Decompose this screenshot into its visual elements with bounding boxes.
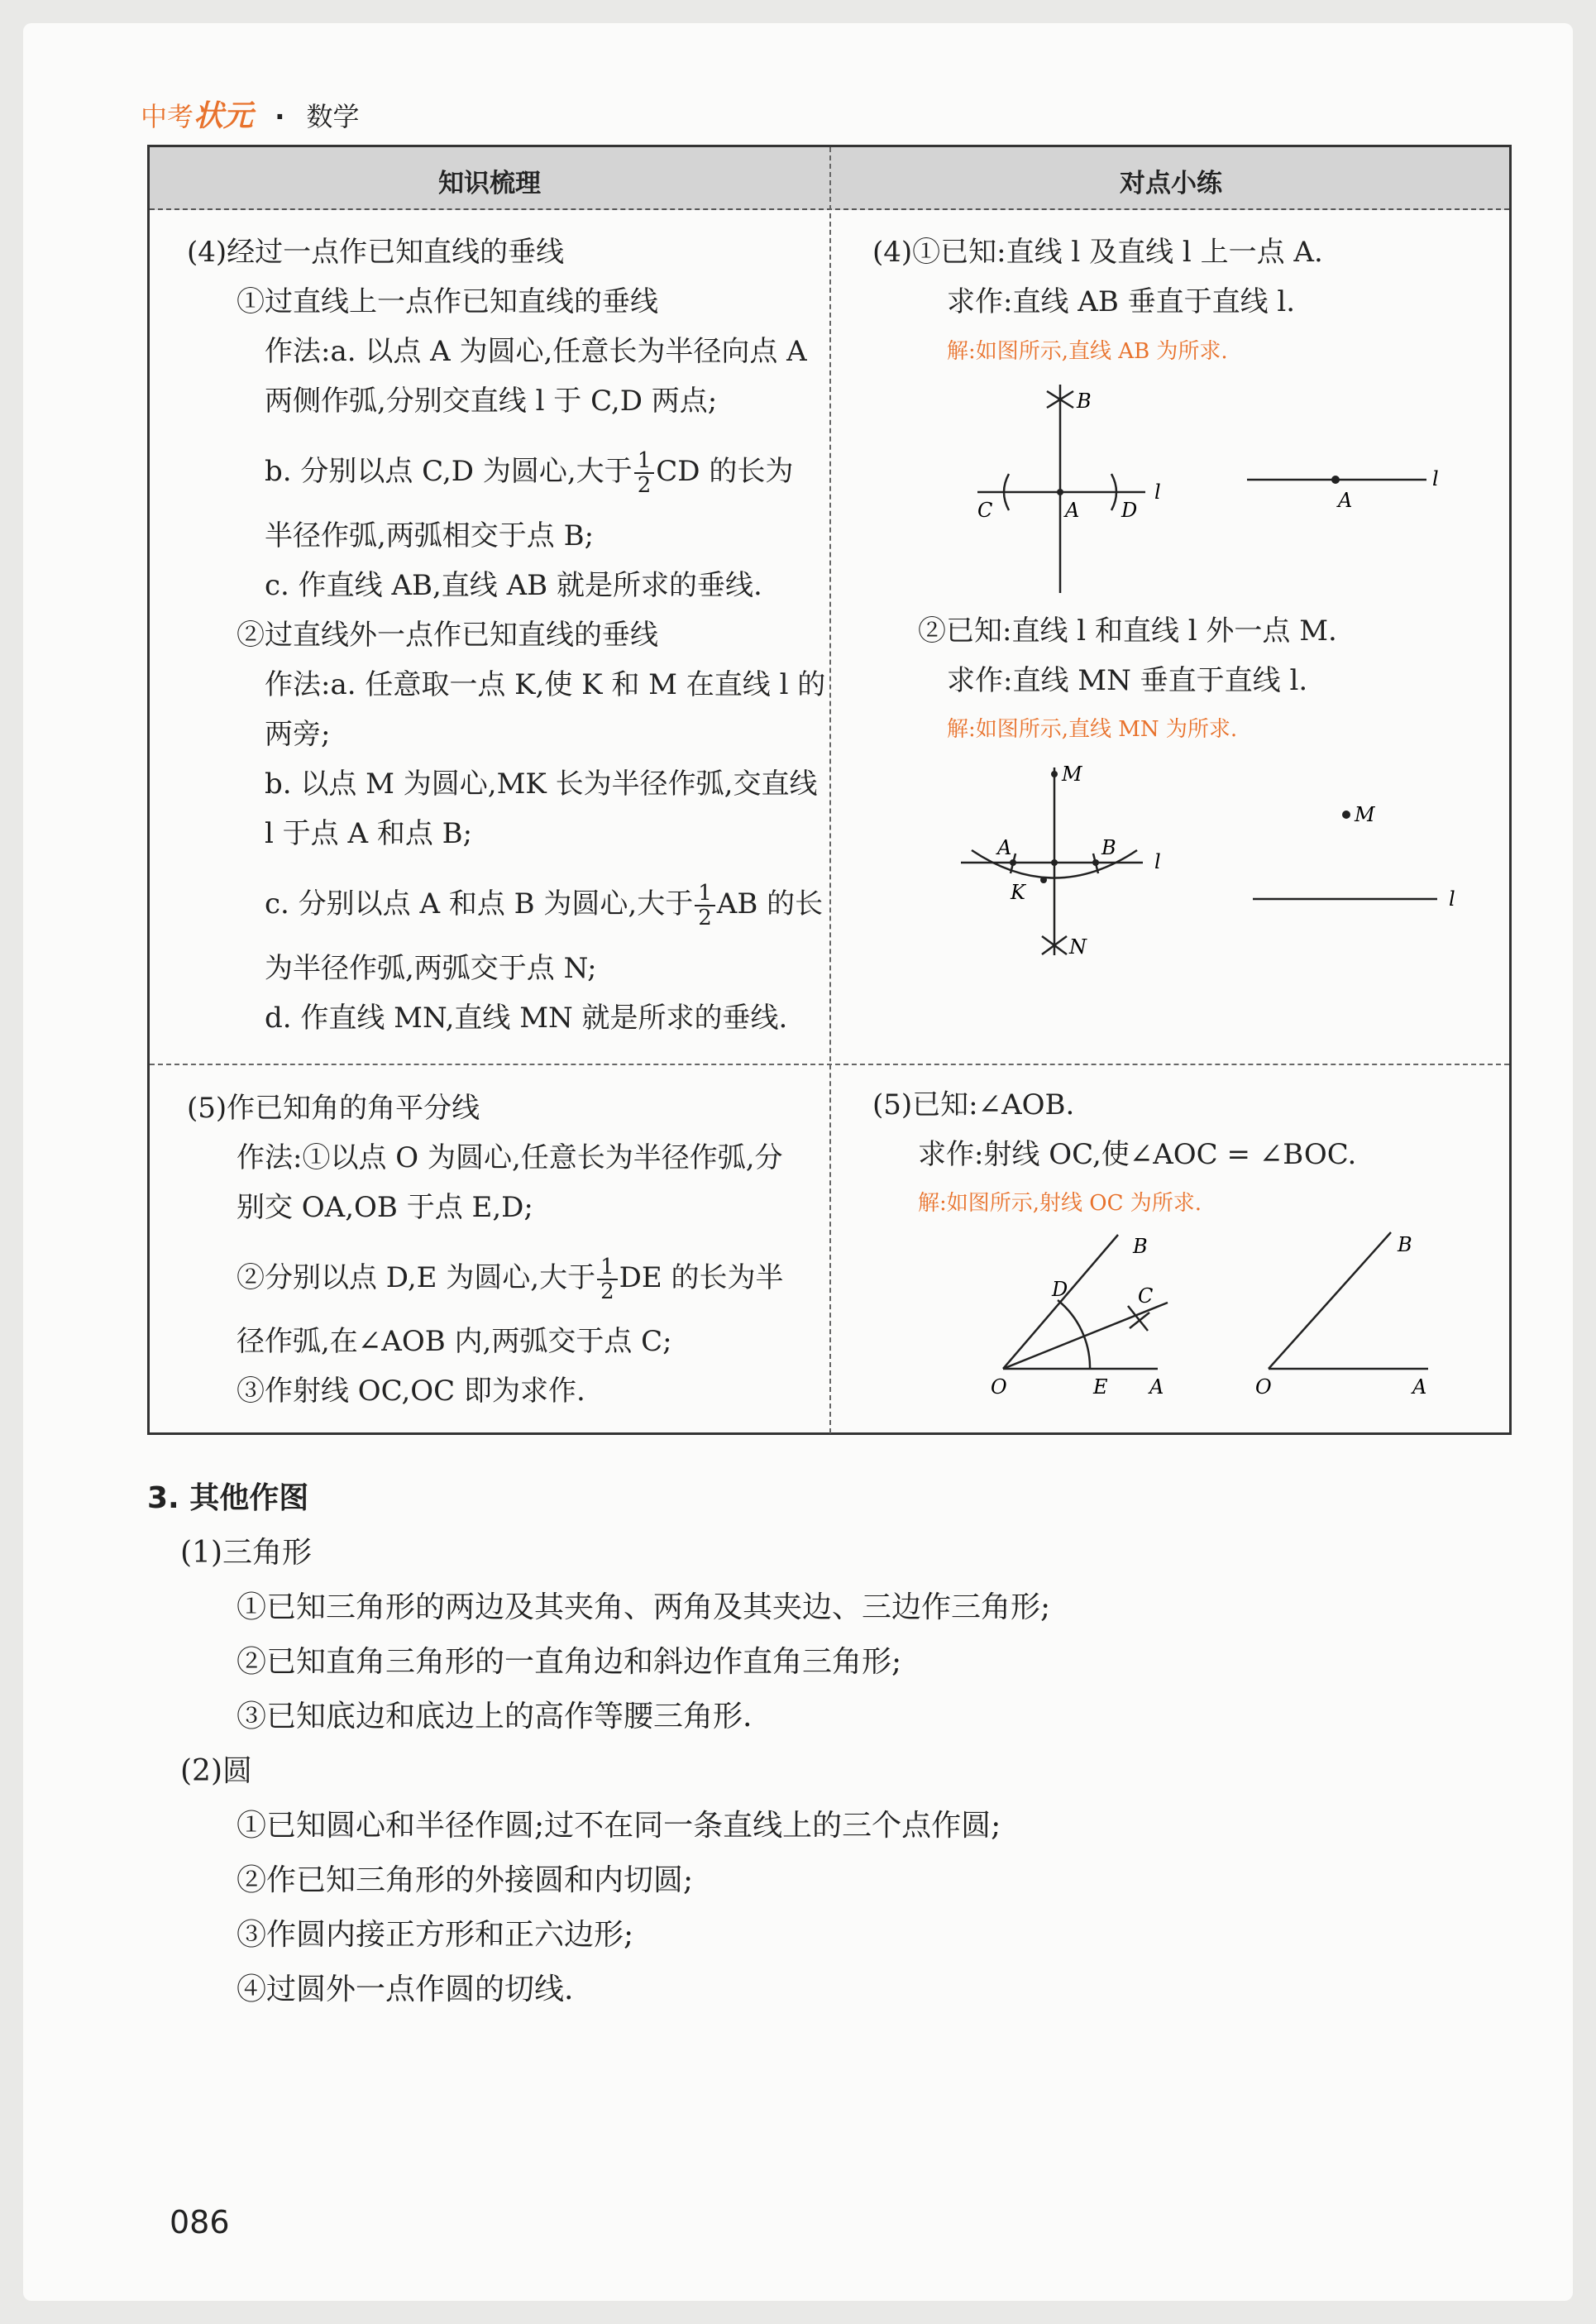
label-A: A (1149, 1375, 1164, 1399)
brand-text-2: 状元 (194, 99, 254, 133)
label-l: l (1154, 850, 1161, 873)
figure-line-point-m (1240, 790, 1472, 930)
right4-line-1: (4)①已知:直线 l 及直线 l 上一点 A. (872, 236, 1323, 269)
triangle-item-1: ①已知三角形的两边及其夹角、两角及其夹边、三边作三角形; (237, 1590, 1051, 1624)
label-E: E (1093, 1375, 1108, 1399)
left4-line-13: c. 分别以点 A 和点 B 为圆心,大于 $\frac{1}{2}$ AB 的长 (265, 881, 824, 930)
brand-text-1: 中考 (141, 101, 194, 132)
figure-perp-off-line (951, 753, 1199, 976)
circle-item-3: ③作圆内接正方形和正六边形; (237, 1918, 634, 1952)
label-A: A (997, 836, 1012, 859)
label-C: C (977, 499, 993, 522)
right5-line-1: (5)已知:∠AOB. (872, 1088, 1075, 1121)
row-divider (150, 1064, 1509, 1065)
label-D: D (1052, 1278, 1068, 1301)
figure-perp-on-line (968, 376, 1183, 600)
left4-line-5b: CD 的长为 (656, 455, 794, 488)
left4-line-7: c. 作直线 AB,直线 AB 就是所求的垂线. (265, 569, 762, 602)
figure-angle-blank (1250, 1220, 1474, 1410)
right4-answer-2: 解:如图所示,直线 MN 为所求. (947, 717, 1238, 742)
left5-line-3: 别交 OA,OB 于点 E,D; (237, 1191, 533, 1224)
figure-angle-bisector (984, 1220, 1207, 1410)
label-M: M (1355, 803, 1375, 826)
brand-separator: · (275, 101, 285, 132)
right4-line-2: 求作:直线 AB 垂直于直线 l. (947, 285, 1296, 318)
left4-line-2: ①过直线上一点作已知直线的垂线 (237, 285, 658, 318)
right5-line-2: 求作:射线 OC,使∠AOC = ∠BOC. (918, 1138, 1357, 1171)
left4-line-12: l 于点 A 和点 B; (265, 817, 473, 850)
label-O: O (991, 1375, 1007, 1399)
left4-line-1: (4)经过一点作已知直线的垂线 (187, 236, 565, 269)
label-B: B (1101, 836, 1116, 859)
left5-line-4: ②分别以点 D,E 为圆心,大于 $\frac{1}{2}$ DE 的长为半 (237, 1255, 784, 1304)
column-divider (829, 147, 831, 1433)
left4-line-8: ②过直线外一点作已知直线的垂线 (237, 619, 658, 652)
label-M: M (1062, 763, 1082, 786)
left4-line-11: b. 以点 M 为圆心,MK 长为半径作弧,交直线 (265, 767, 818, 801)
section-title: 3. 其他作图 (147, 1481, 309, 1515)
label-B: B (1133, 1235, 1148, 1258)
col-title-knowledge: 知识梳理 (438, 169, 541, 198)
left5-line-1: (5)作已知角的角平分线 (187, 1092, 480, 1125)
right4-line-3: ②已知:直线 l 和直线 l 外一点 M. (918, 614, 1337, 648)
col-title-practice: 对点小练 (1120, 169, 1222, 198)
left4-line-5 (265, 449, 793, 497)
label-l: l (1449, 887, 1455, 911)
label-A: A (1338, 489, 1353, 512)
label-C: C (1138, 1284, 1154, 1308)
right4-answer-1: 解:如图所示,直线 AB 为所求. (947, 339, 1228, 364)
triangle-item-2: ②已知直角三角形的一直角边和斜边作直角三角形; (237, 1645, 902, 1679)
triangle-item-3: ③已知底边和底边上的高作等腰三角形. (237, 1700, 753, 1733)
left4-line-14: 为半径作弧,两弧交于点 N; (265, 952, 597, 985)
subsection-circle: (2)圆 (180, 1754, 252, 1788)
label-D: D (1121, 499, 1138, 522)
left4-line-4: 两侧作弧,分别交直线 l 于 C,D 两点; (265, 385, 718, 418)
label-A: A (1412, 1375, 1427, 1399)
left4-line-5a: b. 分别以点 C,D 为圆心,大于 (265, 455, 633, 488)
left4-line-10: 两旁; (265, 718, 331, 751)
label-l: l (1432, 467, 1439, 490)
left5-line-2: 作法:①以点 O 为圆心,任意长为半径作弧,分 (237, 1141, 783, 1174)
left4-line-9: 作法:a. 任意取一点 K,使 K 和 M 在直线 l 的 (265, 668, 826, 701)
label-l: l (1154, 481, 1161, 504)
right5-answer: 解:如图所示,射线 OC 为所求. (918, 1191, 1202, 1216)
left5-line-6: ③作射线 OC,OC 即为求作. (237, 1375, 585, 1408)
left4-line-15: d. 作直线 MN,直线 MN 就是所求的垂线. (265, 1002, 788, 1035)
label-N: N (1069, 935, 1087, 959)
label-B: B (1398, 1233, 1412, 1256)
fraction-half: $\frac{1}{2}$ (597, 1255, 618, 1303)
label-O: O (1255, 1375, 1272, 1399)
label-K: K (1011, 881, 1025, 904)
label-A: A (1065, 499, 1080, 522)
fraction-half: $\frac{1}{2}$ (695, 882, 715, 930)
figure-line-point-a (1240, 459, 1455, 517)
circle-item-2: ②作已知三角形的外接圆和内切圆; (237, 1863, 694, 1897)
circle-item-1: ①已知圆心和半径作圆;过不在同一条直线上的三个点作圆; (237, 1809, 1001, 1843)
book-header (141, 93, 360, 135)
label-B: B (1077, 390, 1092, 413)
right4-line-4: 求作:直线 MN 垂直于直线 l. (947, 664, 1308, 697)
page-number: 086 (170, 2204, 230, 2240)
left4-line-3: 作法:a. 以点 A 为圆心,任意长为半径向点 A (265, 335, 807, 368)
subject-title: 数学 (306, 101, 360, 132)
fraction-half: $\frac{1}{2}$ (634, 449, 655, 497)
left5-line-5: 径作弧,在∠AOB 内,两弧交于点 C; (237, 1325, 672, 1358)
subsection-triangle: (1)三角形 (180, 1536, 312, 1570)
left4-line-6: 半径作弧,两弧相交于点 B; (265, 519, 595, 552)
circle-item-4: ④过圆外一点作圆的切线. (237, 1973, 574, 2006)
